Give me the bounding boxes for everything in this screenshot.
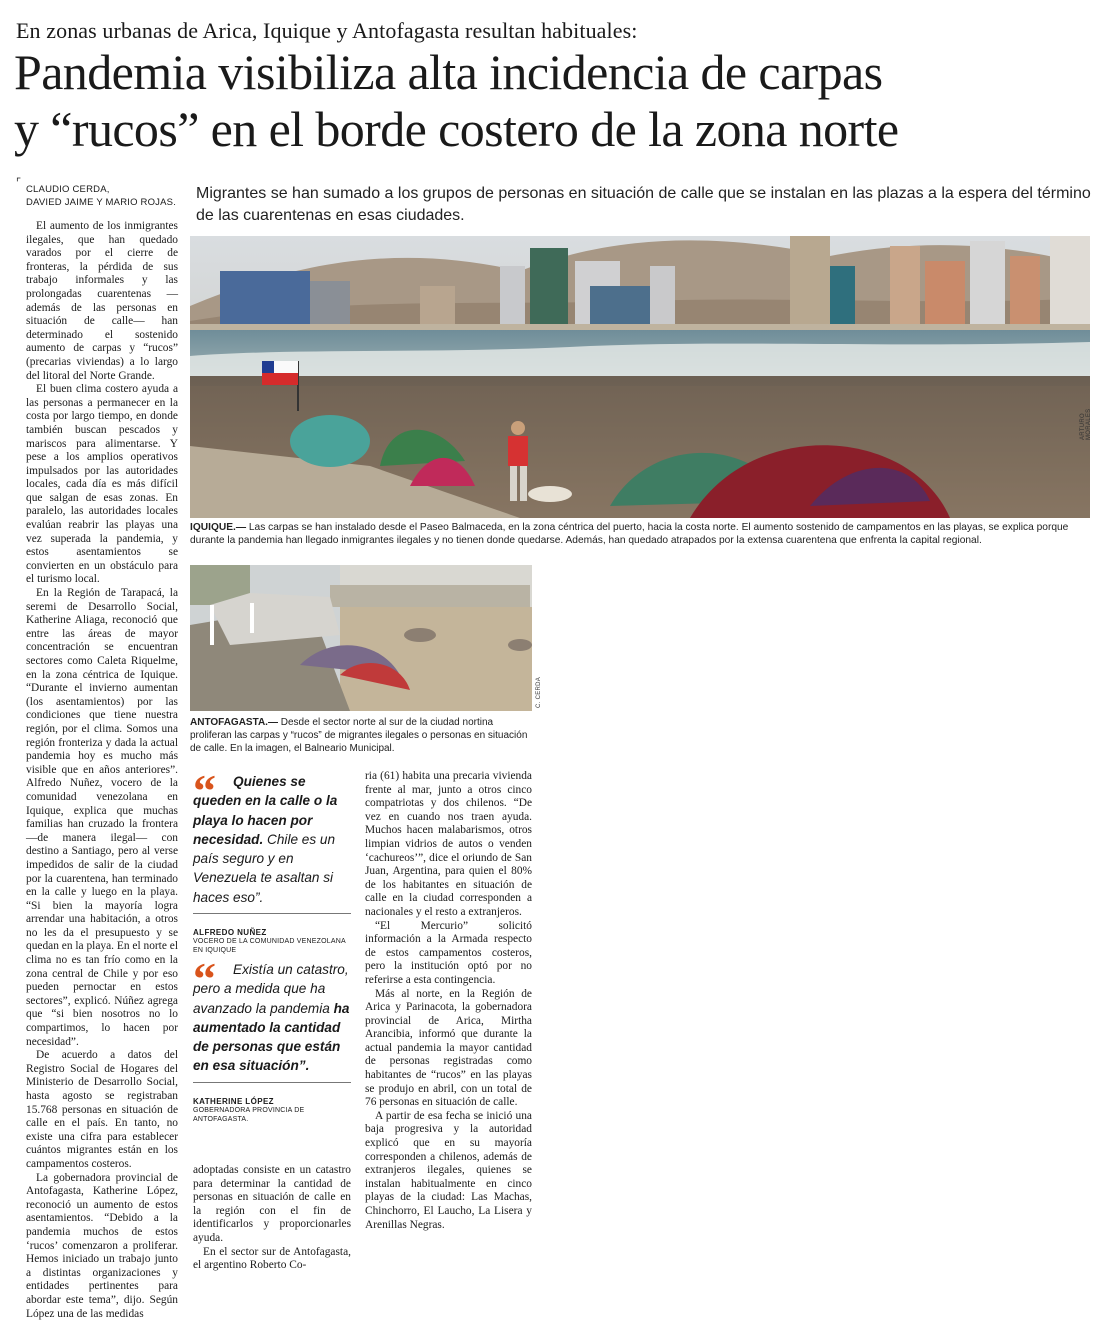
- paragraph: El buen clima costero ayuda a las personas a permanecer en la costa por largo tiempo, en donde también buscan pescados y mariscos para alimentarse. Y pese a los amplios operativos impulsados por las autoridades locales, cada día es más difícil que salgan de esas zonas. En paralelo, las autoridades locales evalúan reabrir las playas una vez superada la pandemia, y estos asentamientos se convierten en un obstáculo para el turismo local.: [26, 383, 178, 586]
- body-column-2: [193, 1164, 351, 1273]
- paragraph: A partir de esa fecha se inició una baja progresiva y la autoridad explicó que en su mayoría corresponden a chilenos, además de extranjeros ilegales, quienes se instalan habitualmente en cinco playas de la ciudad: Las Machas, Chinchorro, El Laucho, La Lisera y Arenillas Negras.: [365, 1109, 532, 1231]
- antofagasta-beach-illustration: [190, 565, 532, 711]
- iquique-beach-photo: [190, 236, 1090, 518]
- paragraph: En el sector sur de Antofagasta, el argentino Roberto Co-: [193, 1245, 351, 1272]
- quote-divider: [193, 913, 351, 914]
- kicker: En zonas urbanas de Arica, Iquique y Antofagasta resultan habituales:: [16, 18, 638, 43]
- quote-text: [193, 960, 351, 1076]
- caption-place: IQUIQUE.—: [190, 522, 247, 533]
- quote-author: KATHERINE LÓPEZ: [193, 1096, 274, 1106]
- deck: Migrantes se han sumado a los grupos de personas en situación de calle que se instalan en las plazas a la espera del término de las cuarentenas en esas ciudades.: [196, 185, 1091, 224]
- headline-line-2: y “rucos” en el borde costero de la zona norte: [14, 101, 899, 157]
- antofagasta-beach-photo: [190, 565, 532, 711]
- paragraph: La gobernadora provincial de Antofagasta, Katherine López, reconoció un aumento de estos asentamientos. “Debido a la pandemia muchos de estos ‘rucos’ comenzaron a proliferar. Hemos iniciado un trabajo junto a distintas organizaciones y entidades pertinentes para abordar este tema”, dijo. Según López una de las medidas: [26, 1171, 178, 1320]
- paragraph: ria (61) habita una precaria vivienda frente al mar, junto a otros cinco compatriotas y dos chilenos. “De vez en cuando nos traen ayuda. Muchos hacen malabarismos, otros limpian vidrios de autos o venden ‘cachureos’”, dice el oriundo de San Juan, Argentina, para quien el 80% de los habitantes en situación de calle en la ciudad corresponden a nacionales y el resto a extranjeros.: [365, 770, 532, 918]
- byline-marker-icon: ⌜: [16, 177, 22, 189]
- byline-line-2: DAVIED JAIME Y MARIO ROJAS.: [26, 197, 177, 208]
- quote-bold: ha aumentado la cantidad de personas que están en esa situación”.: [193, 1000, 350, 1074]
- photo-credit: ARTURO MORALES: [1080, 408, 1092, 440]
- quote-author-role: GOBERNADORA PROVINCIA DE ANTOFAGASTA.: [193, 1106, 305, 1123]
- photo-caption: [190, 716, 532, 755]
- caption-place: ANTOFAGASTA.—: [190, 717, 278, 728]
- paragraph: Más al norte, en la Región de Arica y Parinacota, la gobernadora provincial de Arica, Mirtha Arancibia, informó que durante la actual pandemia la mayor cantidad de personas registradas como habitantes de “rucos” en las playas se produjo en abril, con un total de 76 personas en situación de calle.: [365, 987, 532, 1109]
- paragraph: En la Región de Tarapacá, la seremi de Desarrollo Social, Katherine Aliaga, reconoció que entre las áreas de mayor concentración se encuentran sectores como Caleta Riquelme, en la zona céntrica de Iquique. “Durante el invierno aumentan (los asentamientos) por las condiciones que tiene nuestra región, por el clima. Somos una región fronteriza y dada la actual pandemia hoy es mucho más visible que en años anteriores”. Alfredo Nuñez, vocero de la comunidad venezolana en Iquique, explica que muchas familias han cruzado la frontera —de manera ilegal— con destino a Santiago, pero al verse impedidos de salir de la ciudad por la cuarentena, han terminado en la calle y luego en la playa. “Si bien la mayoría logra arrendar una habitación, a otros no les da el presupuesto y se quedan en la playa. En el norte el clima no es tan frío como en la zona central de Chile y por eso pueden pernoctar en estos sectores”, explicó. Núñez agrega que “si bien nosotros no lo compartimos, lo hacen por necesidad”.: [26, 587, 178, 1048]
- quote-rest: Chile es un país seguro y en Venezuela te asaltan si haces eso”.: [193, 831, 336, 905]
- quote-rest: Existía un catastro, pero a medida que ha avanzado la pandemia: [193, 962, 349, 1016]
- caption-text: Las carpas se han instalado desde el Paseo Balmaceda, en la zona céntrica del puerto, hacia la costa norte. El aumento sostenido de campamentos en las playas, se explica porque durante la pandemia han llegado inmigrantes ilegales y no tienen donde quedarse. Además, han quedado atrapados por la extensa cuarentena que enfrenta la capital regional.: [190, 522, 1069, 546]
- photo-credit: C. CERDA: [536, 676, 542, 708]
- paragraph: El aumento de los inmigrantes ilegales, que han quedado varados por el cierre de fronteras, la pérdida de sus trabajo informales y las prolongadas cuarentenas —además de las personas en situación de calle— han determinado el sostenido aumento de carpas y “rucos” (precarias viviendas) a lo largo del litoral del Norte Grande.: [26, 220, 178, 382]
- body-column-1: [26, 220, 178, 1321]
- paragraph: “El Mercurio” solicitó información a la Armada respecto de estos campamentos costeros, pero la institución optó por no referirse a esta contingencia.: [365, 919, 532, 986]
- iquique-beach-illustration: [190, 236, 1090, 518]
- quote-author: ALFREDO NUÑEZ: [193, 928, 267, 938]
- quote-divider: [193, 1082, 351, 1083]
- headline: [14, 44, 1094, 158]
- byline: [16, 177, 177, 209]
- pull-quote: [193, 765, 351, 955]
- quote-mark-icon: “: [193, 765, 216, 816]
- quote-mark-icon: “: [193, 953, 216, 1004]
- pull-quote: [193, 953, 351, 1124]
- photo-caption: [190, 521, 1090, 547]
- paragraph: De acuerdo a datos del Registro Social de Hogares del Ministerio de Desarrollo Social, hasta agosto se registraban 15.768 personas en situación de calle en el país. En tanto, no existe una cifra para establecer cuántos migrantes están en los campamentos costeros.: [26, 1049, 178, 1170]
- quote-text: [193, 772, 351, 907]
- quote-bold: Quienes se queden en la calle o la playa lo hacen por necesidad.: [193, 774, 338, 847]
- headline-line-1: Pandemia visibiliza alta incidencia de carpas: [14, 44, 883, 100]
- byline-line-1: CLAUDIO CERDA,: [26, 184, 110, 195]
- paragraph: adoptadas consiste en un catastro para determinar la cantidad de personas en situación de calle en la región con el fin de identificarlos y proporcionarles ayuda.: [193, 1164, 351, 1244]
- caption-text: Desde el sector norte al sur de la ciudad nortina proliferan las carpas y “rucos” de migrantes ilegales o personas en situación de calle. En la imagen, el Balneario Municipal.: [190, 717, 528, 754]
- quote-author-role: VOCERO DE LA COMUNIDAD VENEZOLANA EN IQUIQUE: [193, 938, 346, 955]
- body-column-3: [365, 770, 532, 1232]
